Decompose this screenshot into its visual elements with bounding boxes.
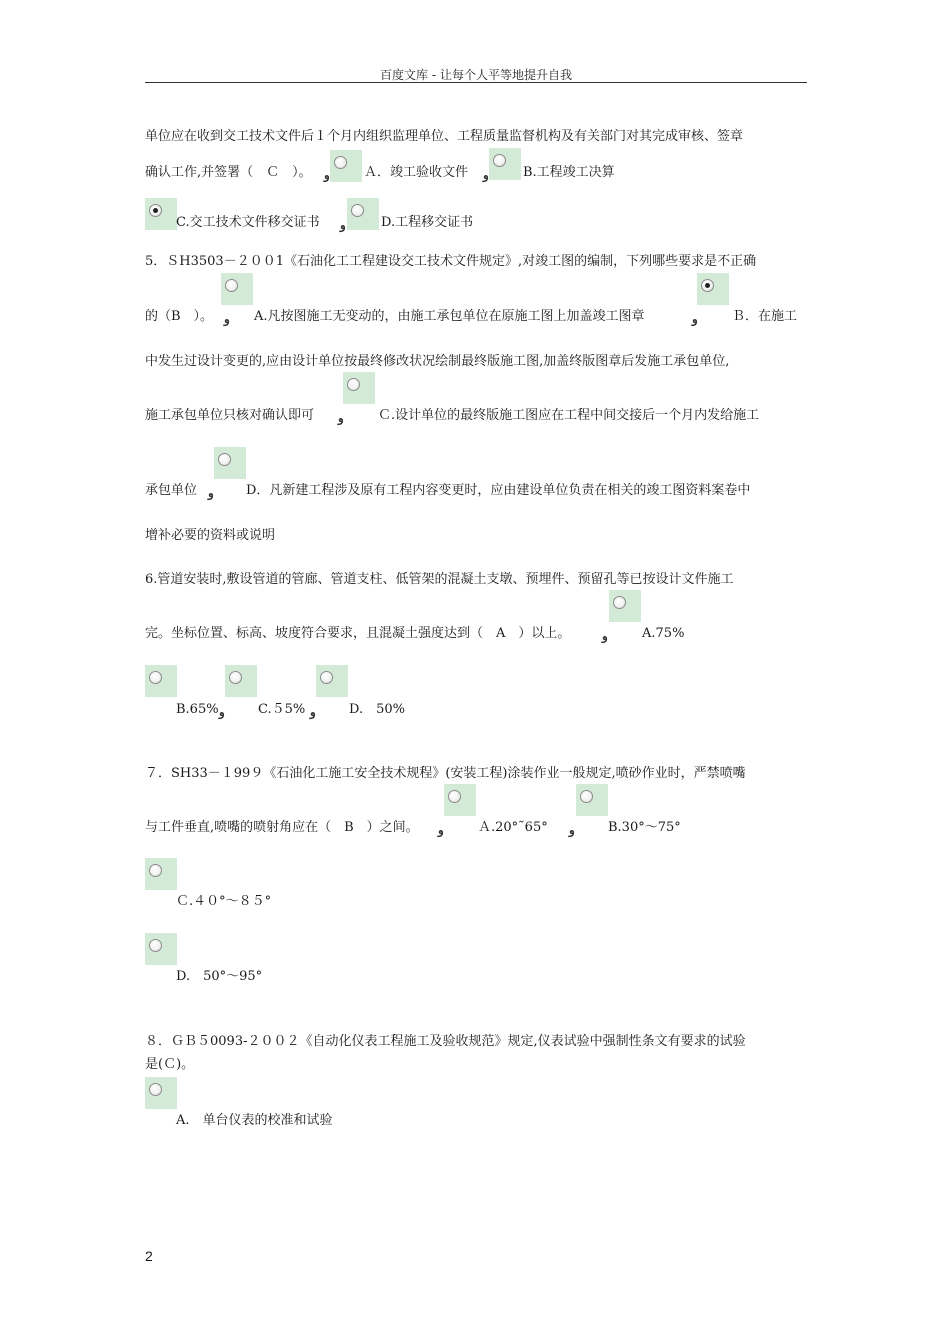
q7-option-a-label: Ａ.20°˜65° — [478, 820, 548, 835]
separator-glyph: و — [438, 823, 444, 837]
q4-option-b-radio[interactable] — [489, 148, 521, 180]
q5-option-a-label: A.凡按图施工无变动的，由施工承包单位在原施工图上加盖竣工图章 — [254, 309, 645, 324]
q6-stem-line2: 完。坐标位置、标高、坡度符合要求，且混凝土强度达到（ A ）以上。 — [145, 626, 571, 641]
radio-icon — [448, 790, 461, 803]
q4-option-b-label: B.工程竣工决算 — [523, 165, 615, 180]
q4-option-a-radio[interactable] — [330, 150, 362, 182]
header-rule — [145, 82, 807, 83]
q4-option-d-radio[interactable] — [347, 198, 379, 230]
q5-stem-line2: 的（B ）。 — [145, 309, 214, 324]
q4-option-c-label: C.交工技术文件移交证书 — [176, 215, 320, 230]
separator-glyph: و — [569, 823, 575, 837]
radio-icon — [613, 596, 626, 609]
q4-option-a-label: Ａ．竣工验收文件 — [364, 165, 469, 180]
q6-option-a-label: A.75% — [642, 626, 685, 641]
radio-icon — [149, 671, 162, 684]
q6-option-d-radio[interactable] — [316, 665, 348, 697]
radio-checked-icon — [149, 204, 162, 217]
separator-glyph: و — [692, 312, 698, 326]
q7-stem-line1: ７．SH33－１99９《石油化工施工安全技术规程》(安装工程)涂装作业一般规定,喷砂作业时，严禁喷嘴 — [145, 766, 746, 781]
q7-option-c-radio[interactable] — [145, 858, 177, 890]
radio-icon — [149, 864, 162, 877]
q7-option-b-radio[interactable] — [576, 784, 608, 816]
q6-option-b-label: B.65% — [176, 702, 219, 717]
q6-stem-line1: 6.管道安装时,敷设管道的管廊、管道支柱、低管架的混凝土支墩、预埋件、预留孔等已按设计文件施工 — [145, 572, 734, 587]
q6-option-c-radio[interactable] — [225, 665, 257, 697]
radio-icon — [149, 1083, 162, 1096]
q8-stem-line1: ８．ＧＢ５0093-２００２《自动化仪表工程施工及验收规范》规定,仪表试验中强制性条文有要求的试验 — [145, 1034, 746, 1049]
q5-option-b-label: Ｂ．在施工 — [732, 309, 798, 324]
q7-option-a-radio[interactable] — [444, 784, 476, 816]
q7-option-d-radio[interactable] — [145, 933, 177, 965]
radio-icon — [225, 279, 238, 292]
q6-option-a-radio[interactable] — [609, 590, 641, 622]
radio-checked-icon — [701, 279, 714, 292]
q5-option-a-radio[interactable] — [221, 273, 253, 305]
radio-icon — [347, 378, 360, 391]
q8-option-a-label: A. 单台仪表的校准和试验 — [176, 1113, 333, 1128]
q6-option-d-label: D. 50% — [349, 702, 405, 717]
q7-stem-line2: 与工件垂直,喷嘴的喷射角应在（ B ）之间。 — [145, 820, 419, 835]
radio-icon — [580, 790, 593, 803]
q7-option-c-label: Ｃ.４０°～８５° — [176, 894, 272, 909]
radio-icon — [351, 204, 364, 217]
q5-option-c-radio[interactable] — [343, 372, 375, 404]
radio-icon — [229, 671, 242, 684]
radio-icon — [218, 453, 231, 466]
q6-option-c-label: C.５5% — [258, 702, 306, 717]
page-header-title: 百度文库 - 让每个人平等地提升自我 — [380, 68, 572, 82]
q4-option-d-label: D.工程移交证书 — [381, 215, 474, 230]
separator-glyph: و — [208, 486, 214, 500]
q4-option-c-radio[interactable] — [145, 198, 177, 230]
page-number: 2 — [145, 1248, 153, 1264]
separator-glyph: و — [340, 218, 346, 232]
q4-stem-line2: 确认工作,并签署（ Ｃ ）。 — [145, 165, 312, 180]
q5-option-b-radio[interactable] — [697, 273, 729, 305]
separator-glyph: و — [219, 705, 225, 719]
separator-glyph: و — [338, 411, 344, 425]
q5-option-d-label: D．凡新建工程涉及原有工程内容变更时，应由建设单位负责在相关的竣工图资料案卷中 — [246, 483, 751, 498]
separator-glyph: و — [483, 168, 489, 182]
q5-option-d-line2: 增补必要的资料或说明 — [145, 528, 276, 543]
radio-icon — [493, 154, 506, 167]
radio-icon — [334, 156, 347, 169]
q5-option-d-radio[interactable] — [214, 447, 246, 479]
separator-glyph: و — [310, 705, 316, 719]
q5-option-b-line3: 施工承包单位只核对确认即可 — [145, 408, 315, 423]
separator-glyph: و — [224, 312, 230, 326]
q4-stem-line1: 单位应在收到交工技术文件后１个月内组织监理单位、工程质量监督机构及有关部门对其完成审核、签章 — [145, 129, 744, 144]
q5-option-c-line2: 承包单位 — [145, 483, 198, 498]
q5-option-b-line2: 中发生过设计变更的,应由设计单位按最终修改状况绘制最终版施工图,加盖终版图章后发施工承包单位, — [145, 354, 730, 369]
separator-glyph: و — [602, 629, 608, 643]
q7-option-b-label: B.30°～75° — [608, 820, 681, 835]
q8-stem-line2: 是(Ｃ)。 — [145, 1057, 195, 1072]
separator-glyph: و — [324, 168, 330, 182]
radio-icon — [320, 671, 333, 684]
q6-option-b-radio[interactable] — [145, 665, 177, 697]
q7-option-d-label: D. 50°～95° — [176, 969, 263, 984]
radio-icon — [149, 939, 162, 952]
q8-option-a-radio[interactable] — [145, 1077, 177, 1109]
q5-option-c-label: Ｃ.设计单位的最终版施工图应在工程中间交接后一个月内发给施工 — [378, 408, 760, 423]
q5-stem-line1: 5．ＳH3503－２００1《石油化工工程建设交工技术文件规定》,对竣工图的编制，下列哪些要求是不正确 — [145, 254, 757, 269]
